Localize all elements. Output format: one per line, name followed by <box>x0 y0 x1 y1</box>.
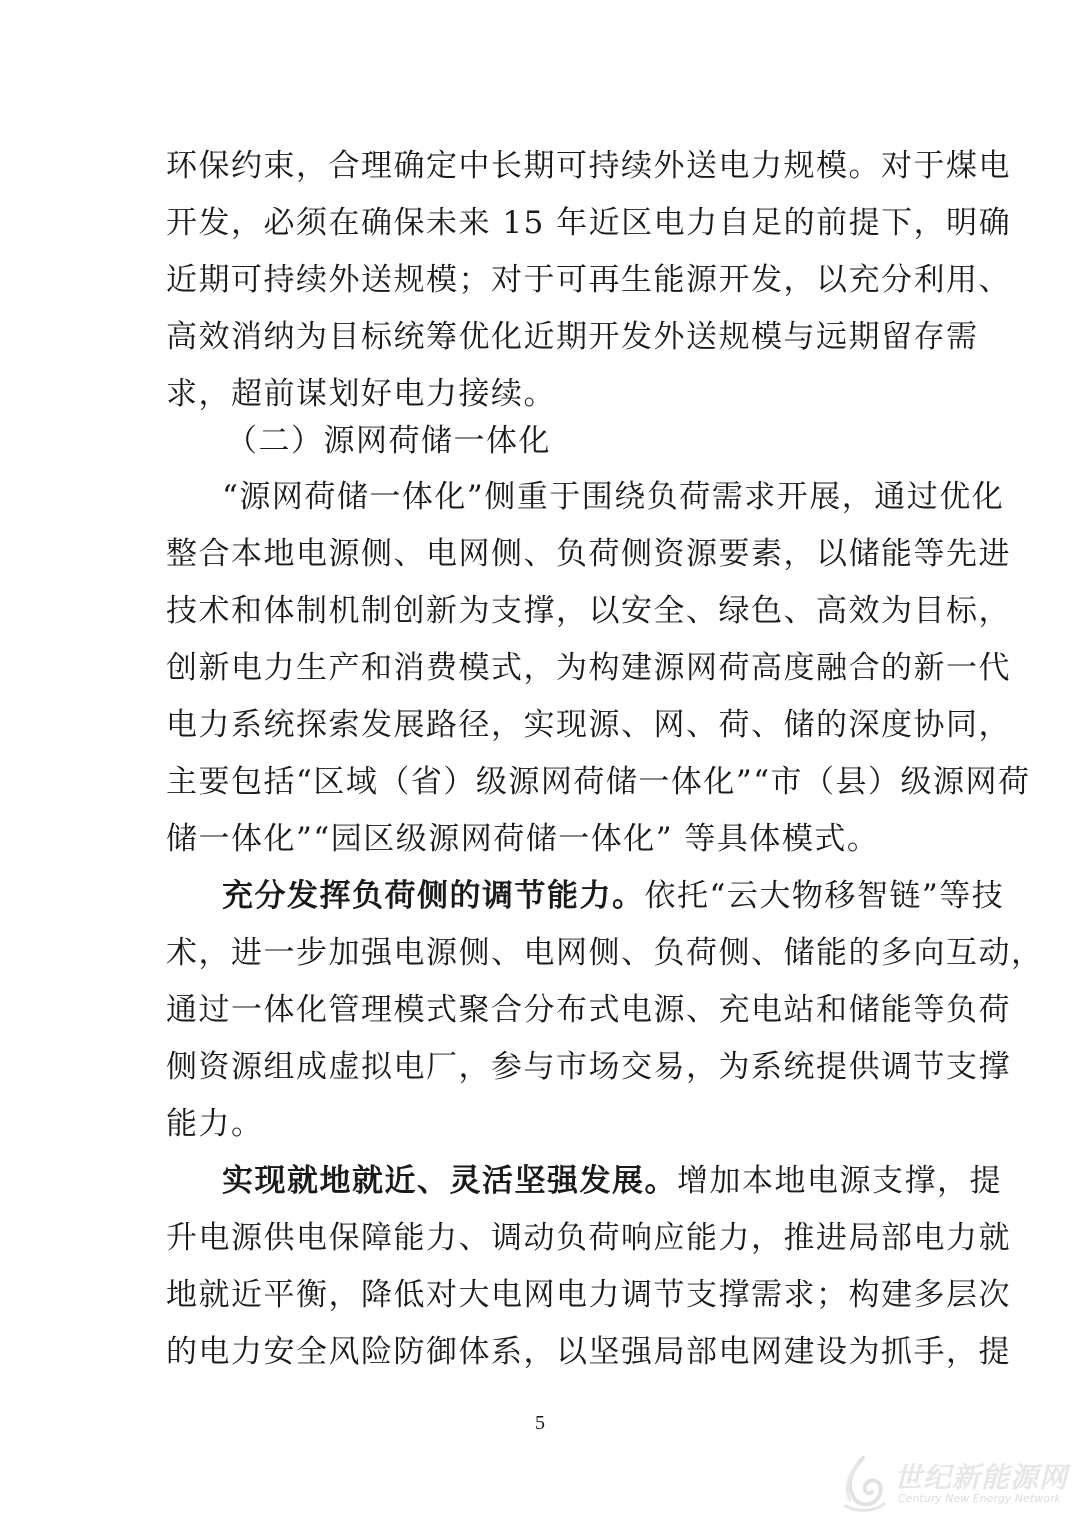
watermark-title: 世纪新能源网 <box>894 1461 1069 1494</box>
body-line: 高效消纳为目标统筹优化近期开发外送规模与远期留存需 <box>166 319 979 355</box>
lead-rest: 依托“云大物移智链”等技 <box>644 878 1005 914</box>
body-line: 储一体化”“园区级源网荷储一体化” 等具体模式。 <box>166 821 880 857</box>
body-line: “源网荷储一体化”侧重于围绕负荷需求开展，通过优化 <box>222 479 1005 515</box>
lead-rest: 增加本地电源支撑，提 <box>677 1163 1002 1199</box>
body-line: 术，进一步加强电源侧、电网侧、负荷侧、储能的多向互动， <box>166 935 1044 971</box>
page-number: 5 <box>535 1412 545 1434</box>
body-line: 地就近平衡，降低对大电网电力调节支撑需求；构建多层次 <box>166 1277 1011 1313</box>
watermark <box>836 1452 1069 1516</box>
watermark-subtitle: Century New Energy Network <box>898 1492 1061 1505</box>
body-line: 电力系统探索发展路径，实现源、网、荷、储的深度协同， <box>166 707 1011 743</box>
body-line: 求，超前谋划好电力接续。 <box>166 376 556 412</box>
bold-lead: 实现就地就近、灵活坚强发展。 <box>222 1163 677 1199</box>
section-heading: （二）源网荷储一体化 <box>226 423 551 459</box>
body-line: 整合本地电源侧、电网侧、负荷侧资源要素，以储能等先进 <box>166 536 1011 572</box>
body-line: 能力。 <box>166 1106 264 1142</box>
body-line <box>222 1161 1002 1201</box>
body-line: 主要包括“区域（省）级源网荷储一体化”“市（县）级源网荷 <box>166 764 1031 800</box>
body-line: 的电力安全风险防御体系，以坚强局部电网建设为抓手，提 <box>166 1334 1011 1370</box>
body-line: 创新电力生产和消费模式，为构建源网荷高度融合的新一代 <box>166 650 1011 686</box>
body-line: 开发，必须在确保未来 15 年近区电力自足的前提下，明确 <box>166 205 1012 241</box>
body-line: 侧资源组成虚拟电厂，参与市场交易，为系统提供调节支撑 <box>166 1049 1011 1085</box>
body-line <box>222 876 1005 916</box>
body-line: 近期可持续外送规模；对于可再生能源开发，以充分利用、 <box>166 262 1011 298</box>
flame-swirl-icon <box>836 1454 890 1512</box>
body-line: 技术和体制机制创新为支撑，以安全、绿色、高效为目标， <box>166 593 1011 629</box>
body-line: 通过一体化管理模式聚合分布式电源、充电站和储能等负荷 <box>166 992 1011 1028</box>
bold-lead: 充分发挥负荷侧的调节能力。 <box>222 878 645 914</box>
body-line: 升电源供电保障能力、调动负荷响应能力，推进局部电力就 <box>166 1220 1011 1256</box>
body-line: 环保约束，合理确定中长期可持续外送电力规模。对于煤电 <box>166 148 1011 184</box>
